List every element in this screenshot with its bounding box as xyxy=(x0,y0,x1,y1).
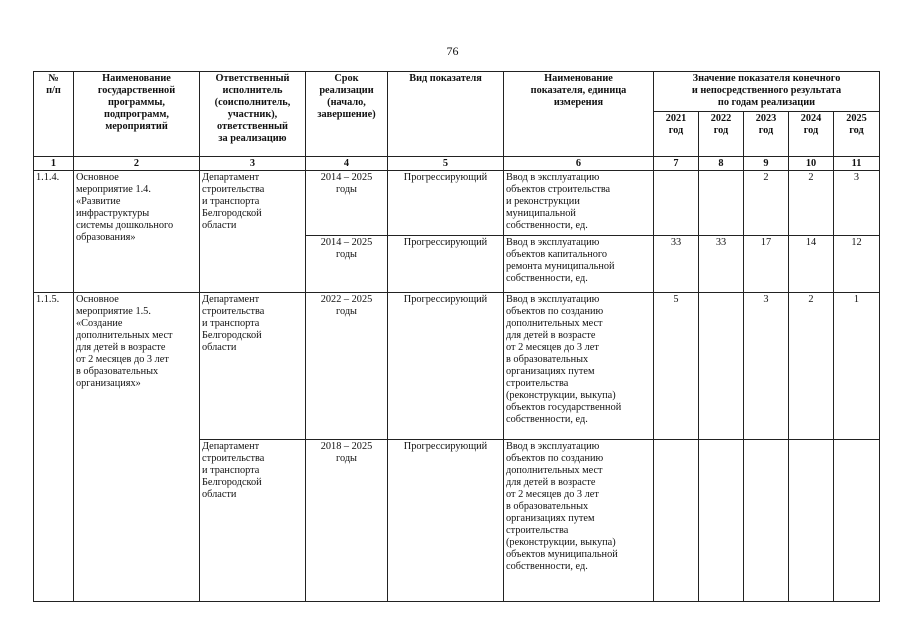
value-2022 xyxy=(699,293,744,440)
header-year-2023: 2023 год xyxy=(744,112,789,157)
column-number: 2 xyxy=(74,157,200,171)
value-2025: 1 xyxy=(834,293,880,440)
program-name: Основное мероприятие 1.5. «Создание дополнительных мест для детей в возрасте от 2 месяцев до 3 лет в образовательных организациях» xyxy=(74,293,200,602)
indicators-table xyxy=(33,71,880,602)
period: 2018 – 2025 годы xyxy=(306,440,388,602)
header-program: Наименование государственной программы, подпрограмм, мероприятий xyxy=(74,72,200,157)
value-2022 xyxy=(699,171,744,236)
value-2023: 3 xyxy=(744,293,789,440)
item-number: 1.1.4. xyxy=(34,171,74,293)
executor: Департамент строительства и транспорта Белгородской области xyxy=(200,293,306,440)
value-2025: 12 xyxy=(834,236,880,293)
header-year-2025: 2025 год xyxy=(834,112,880,157)
value-2023 xyxy=(744,440,789,602)
column-number: 6 xyxy=(504,157,654,171)
table-row xyxy=(34,293,880,440)
value-2024: 2 xyxy=(789,171,834,236)
executor: Департамент строительства и транспорта Белгородской области xyxy=(200,440,306,602)
value-2024: 14 xyxy=(789,236,834,293)
column-number: 10 xyxy=(789,157,834,171)
indicator-name: Ввод в эксплуатацию объектов строительства и реконструкции муниципальной собственности, ед. xyxy=(504,171,654,236)
executor: Департамент строительства и транспорта Белгородской области xyxy=(200,171,306,293)
header-indicator-name: Наименование показателя, единица измерения xyxy=(504,72,654,157)
column-number: 11 xyxy=(834,157,880,171)
value-2025: 3 xyxy=(834,171,880,236)
column-number: 7 xyxy=(654,157,699,171)
value-2024: 2 xyxy=(789,293,834,440)
table-row xyxy=(34,171,880,236)
column-number: 3 xyxy=(200,157,306,171)
period: 2022 – 2025 годы xyxy=(306,293,388,440)
page-number: 76 xyxy=(446,44,459,58)
period: 2014 – 2025 годы xyxy=(306,236,388,293)
value-2022 xyxy=(699,440,744,602)
program-name: Основное мероприятие 1.4. «Развитие инфраструктуры системы дошкольного образования» xyxy=(74,171,200,293)
indicator-type: Прогрессирующий xyxy=(388,440,504,602)
header-period: Срок реализации (начало, завершение) xyxy=(306,72,388,157)
value-2023: 2 xyxy=(744,171,789,236)
header-indicator-type: Вид показателя xyxy=(388,72,504,157)
indicator-name: Ввод в эксплуатацию объектов по созданию дополнительных мест для детей в возрасте от 2 месяцев до 3 лет в образовательных организациях путем строительства (реконструкции, выкупа) объектов государственной собственности, ед. xyxy=(504,293,654,440)
header-year-2022: 2022 год xyxy=(699,112,744,157)
value-2023: 17 xyxy=(744,236,789,293)
header-values-by-year: Значение показателя конечного и непосредственного результата по годам реализации xyxy=(654,72,880,112)
indicator-type: Прогрессирующий xyxy=(388,236,504,293)
item-number: 1.1.5. xyxy=(34,293,74,602)
value-2021 xyxy=(654,171,699,236)
header-num: № п/п xyxy=(34,72,74,157)
column-number: 4 xyxy=(306,157,388,171)
indicator-type: Прогрессирующий xyxy=(388,171,504,236)
column-number: 5 xyxy=(388,157,504,171)
value-2021 xyxy=(654,440,699,602)
value-2022: 33 xyxy=(699,236,744,293)
value-2021: 33 xyxy=(654,236,699,293)
header-year-2021: 2021 год xyxy=(654,112,699,157)
column-numbers-row xyxy=(34,157,880,171)
value-2025 xyxy=(834,440,880,602)
value-2021: 5 xyxy=(654,293,699,440)
column-number: 1 xyxy=(34,157,74,171)
column-number: 9 xyxy=(744,157,789,171)
column-number: 8 xyxy=(699,157,744,171)
value-2024 xyxy=(789,440,834,602)
indicator-name: Ввод в эксплуатацию объектов по созданию дополнительных мест для детей в возрасте от 2 месяцев до 3 лет в образовательных организациях путем строительства (реконструкции, выкупа) объектов муниципальной собственности, ед. xyxy=(504,440,654,602)
indicator-name: Ввод в эксплуатацию объектов капитального ремонта муниципальной собственности, ед. xyxy=(504,236,654,293)
header-executor: Ответственный исполнитель (соисполнитель, участник), ответственный за реализацию xyxy=(200,72,306,157)
indicator-type: Прогрессирующий xyxy=(388,293,504,440)
period: 2014 – 2025 годы xyxy=(306,171,388,236)
header-year-2024: 2024 год xyxy=(789,112,834,157)
